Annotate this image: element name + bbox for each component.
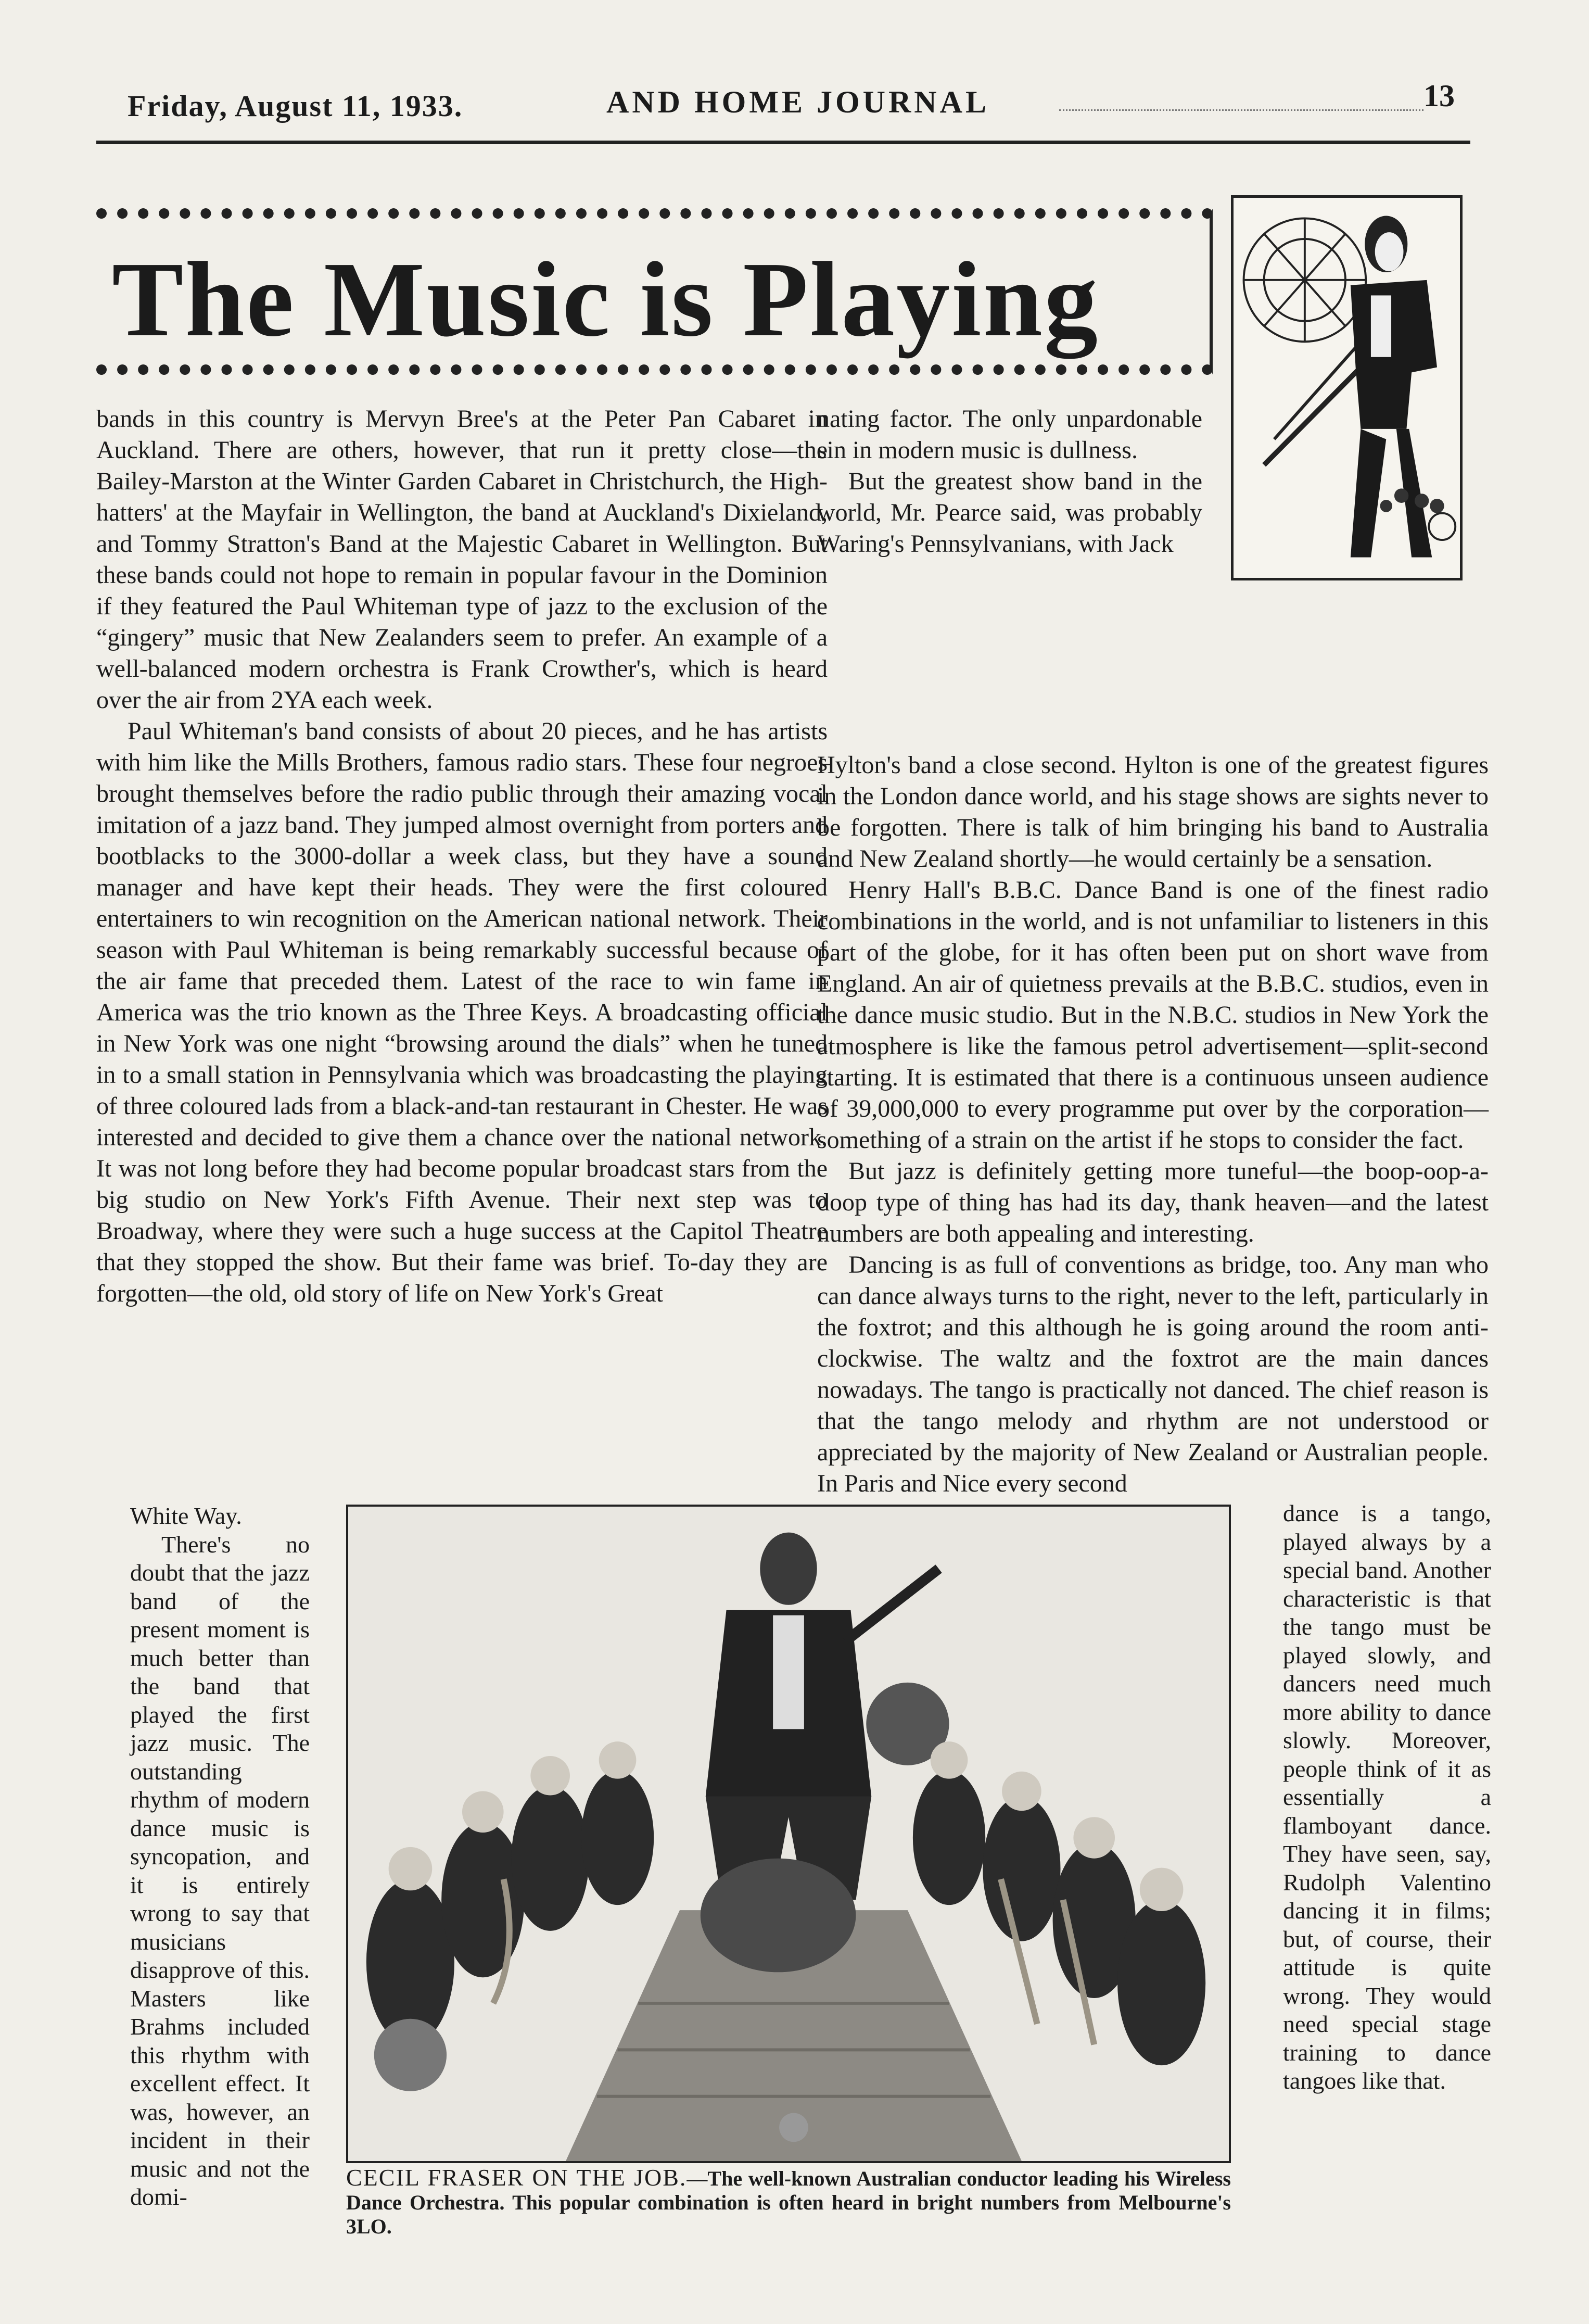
- col2b-paragraph-1: Hylton's band a close second. Hylton is one of the greatest figures in the London dance world, and his stage shows are sights never to be forgotten. There is talk of him bringing his band to Australia and New Zealand shortly—he would certainly be a sensation.: [817, 751, 1489, 873]
- col1-paragraph-2: Paul Whiteman's band consists of about 20 pieces, and he has artists with him like the Mills Brothers, famous radio stars. These four negroes brought themselves before the radio public through their amazing vocal imitation of a jazz band. They jumped almost overnight from porters and bootblacks to the 3000-dollar a week class, but they have a sound manager and have kept their heads. They were the first coloured entertainers to win recognition on the American national network. Their season with Paul Whiteman is being remarkably successful because of the air fame that preceded them. Latest of the race to win fame in America was the trio known as the Three Keys. A broadcasting official in New York was one night “browsing around the dials” when he tuned in to a small station in Pennsylvania which was broadcasting the playing of three coloured lads from a black-and-tan restaurant in Chester. He was interested and decided to give them a chance over the national network. It was not long before they had become popular broadcast stars from the big studio on New York's Fifth Avenue. Their next step was to Broadway, where they were such a huge success at the Capitol Theatre that they stopped the show. But their fame was brief. To-day they are forgotten—the old, old story of life on New York's Great: [96, 717, 828, 1307]
- header-journal-name: AND HOME JOURNAL: [606, 85, 989, 119]
- col1-paragraph-1: bands in this country is Mervyn Bree's at the Peter Pan Cabaret in Auckland. There are others, however, that run it pretty close—the Bailey-Marston at the Winter Garden Cabaret in Christchurch, the High-hatters' at the Mayfair in Wellington, the band at Auckland's Dixieland, and Tommy Stratton's Band at the Majestic Cabaret in Wellington. But these bands could not hope to remain in popular favour in the Dominion if they featured the Paul Whiteman type of jazz to the exclusion of the “gingery” music that New Zealanders seem to prefer. An example of a well-balanced modern orchestra is Frank Crowther's, which is heard over the air from 2YA each week.: [96, 405, 828, 714]
- col3b-paragraph-1: dance is a tango, played always by a special band. Another characteristic is that the tango must be played slowly, and dancers need much more ability to dance slowly. Moreover, people think of it as essentially a flamboyant dance. They have seen, say, Rudolph Valentino dancing it in films; but, of course, their attitude is quite wrong. They would need special stage training to dance tangoes like that.: [1283, 1500, 1491, 2094]
- col2b-paragraph-2: Henry Hall's B.B.C. Dance Band is one of the finest radio combinations in the world, and is not unfamiliar to listeners in this part of the globe, for it has often been put on short wave from England. An air of quietness prevails at the B.B.C. studios, even in the dance music studio. But in the N.B.C. studios in New York the atmosphere is like the famous petrol advertisement—split-second starting. It is estimated that there is a continuous unseen audience of 39,000,000 to every programme put over by the corporation—something of a strain on the artist if he stops to consider the fact.: [817, 876, 1489, 1154]
- trombone-player-drawing: [1234, 198, 1460, 578]
- article-column-1: [96, 403, 828, 1309]
- page-header: [96, 73, 1470, 125]
- article-column-2: [817, 403, 1202, 560]
- col2-paragraph-1: nating factor. The only unpardonable sin in modern music is dullness.: [817, 405, 1202, 464]
- title-box: [96, 208, 1213, 375]
- col2b-paragraph-3: But jazz is definitely getting more tuneful—the boop-oop-a-doop type of thing has had its day, thank heaven—and the latest numbers are both appealing and interesting.: [817, 1157, 1489, 1247]
- orchestra-photo-image: [348, 1507, 1229, 2161]
- article-title: The Music is Playing: [112, 239, 1100, 359]
- header-leader-dots: [1059, 109, 1423, 111]
- orchestra-photo: [346, 1505, 1231, 2163]
- caption-text: —The well-known Australian conductor leading his Wireless Dance Orchestra. This popular combination is often heard in bright numbers from Melbourne's 3LO.: [346, 2167, 1231, 2238]
- col1b-paragraph-1: White Way.: [130, 1502, 242, 1529]
- photo-caption: [346, 2166, 1231, 2239]
- header-page-number: 13: [1423, 79, 1455, 113]
- article-column-2-continued: [817, 750, 1489, 1499]
- header-date: Friday, August 11, 1933.: [128, 89, 463, 123]
- article-column-1-continued: [130, 1502, 310, 2212]
- article-column-3-continued: [1283, 1499, 1491, 2095]
- header-rule: [96, 141, 1470, 144]
- trombone-player-illustration: [1231, 195, 1463, 580]
- col2-paragraph-2: But the greatest show band in the world, Mr. Pearce said, was probably Waring's Pennsylvanians, with Jack: [817, 468, 1202, 558]
- col1b-paragraph-2: There's no doubt that the jazz band of the present moment is much better than the band that played the first jazz music. The outstanding rhythm of modern dance music is syncopation, and it is entirely wrong to say that musicians disapprove of this. Masters like Brahms included this rhythm with excellent effect. It was, however, an incident in their music and not the domi-: [130, 1531, 310, 2210]
- col2b-paragraph-4: Dancing is as full of conventions as bridge, too. Any man who can dance always turns to the right, never to the left, particularly in the foxtrot; and this although he is going around the room anti-clockwise. The waltz and the foxtrot are the main dances nowadays. The tango is practically not danced. The chief reason is that the tango melody and rhythm are not understood or appreciated by the majority of New Zealand or Australian people. In Paris and Nice every second: [817, 1251, 1489, 1497]
- caption-heading: CECIL FRASER ON THE JOB.: [346, 2164, 687, 2191]
